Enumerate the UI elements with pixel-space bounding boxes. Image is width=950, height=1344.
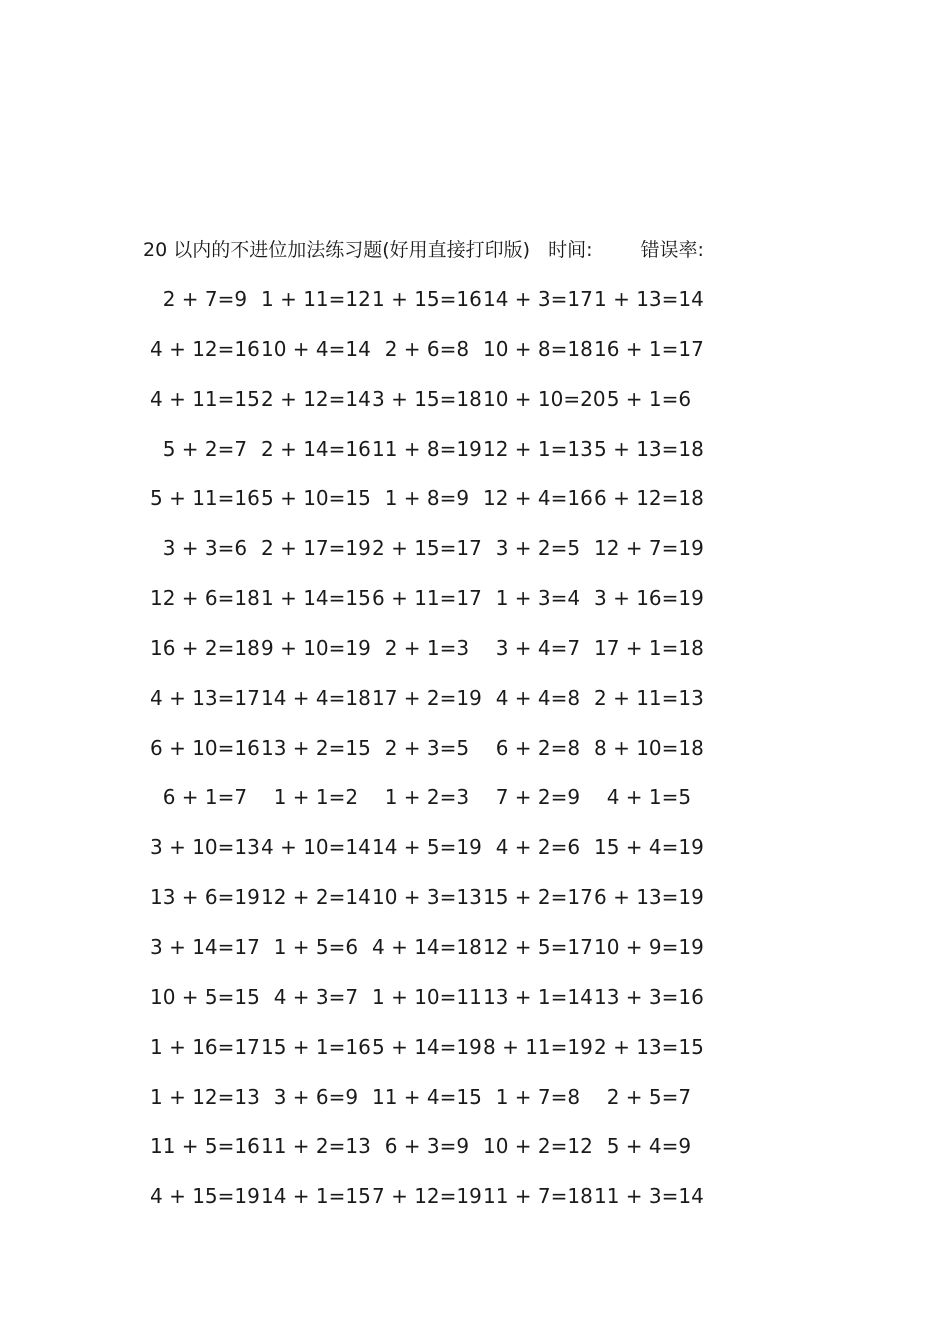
addition-problem: 11 + 7=18 (483, 1184, 593, 1209)
addition-problem: 17 + 2=19 (372, 685, 482, 710)
addition-problem: 12 + 7=19 (594, 536, 704, 561)
addition-problem: 4 + 11=15 (150, 386, 260, 411)
addition-problem: 5 + 1=6 (594, 386, 692, 411)
problem-row (150, 832, 710, 882)
addition-problem: 15 + 4=19 (594, 835, 704, 860)
problem-row (150, 782, 710, 832)
addition-problem: 10 + 2=12 (483, 1134, 593, 1159)
addition-problem: 10 + 4=14 (261, 336, 371, 361)
addition-problem: 13 + 3=16 (594, 984, 704, 1009)
addition-problem: 4 + 12=16 (150, 336, 260, 361)
problem-row (150, 384, 710, 434)
addition-problem: 5 + 2=7 (150, 436, 248, 461)
addition-problem: 2 + 13=15 (594, 1034, 704, 1059)
addition-problem: 2 + 15=17 (372, 536, 482, 561)
problem-row (150, 284, 710, 334)
addition-problem: 1 + 12=13 (150, 1084, 260, 1109)
problem-row (150, 583, 710, 633)
addition-problem: 13 + 1=14 (483, 984, 593, 1009)
addition-problem: 2 + 3=5 (372, 735, 470, 760)
addition-problem: 4 + 10=14 (261, 835, 371, 860)
addition-problem: 3 + 15=18 (372, 386, 482, 411)
addition-problem: 4 + 1=5 (594, 785, 692, 810)
addition-problem: 4 + 3=7 (261, 984, 359, 1009)
problem-row (150, 982, 710, 1032)
addition-problem: 5 + 14=19 (372, 1034, 482, 1059)
addition-problem: 8 + 11=19 (483, 1034, 593, 1059)
addition-problem: 14 + 3=17 (483, 287, 593, 311)
addition-problem: 2 + 7=9 (150, 287, 248, 311)
problem-row (150, 533, 710, 583)
addition-problem: 6 + 11=17 (372, 586, 482, 611)
addition-problem: 10 + 9=19 (594, 934, 704, 959)
addition-problem: 4 + 4=8 (483, 685, 581, 710)
addition-problem: 10 + 5=15 (150, 984, 260, 1009)
problem-row (150, 1082, 710, 1132)
addition-problem: 14 + 5=19 (372, 835, 482, 860)
addition-problem: 2 + 14=16 (261, 436, 371, 461)
worksheet-title: 20 以内的不进位加法练习题(好用直接打印版) (143, 239, 531, 261)
addition-problem: 1 + 15=16 (372, 287, 482, 311)
addition-problem: 1 + 14=15 (261, 586, 371, 611)
addition-problem: 4 + 2=6 (483, 835, 581, 860)
addition-problem: 5 + 10=15 (261, 486, 371, 511)
addition-problem: 6 + 12=18 (594, 486, 704, 511)
addition-problem: 3 + 2=5 (483, 536, 581, 561)
addition-problem: 1 + 3=4 (483, 586, 581, 611)
addition-problem: 6 + 10=16 (150, 735, 260, 760)
addition-problem: 9 + 10=19 (261, 635, 371, 660)
error-rate-label: 错误率: (640, 239, 704, 261)
addition-problem: 2 + 1=3 (372, 635, 470, 660)
addition-problem: 1 + 1=2 (261, 785, 359, 810)
addition-problem: 10 + 10=20 (483, 386, 606, 411)
addition-problem: 10 + 3=13 (372, 885, 482, 910)
addition-problem: 3 + 4=7 (483, 635, 581, 660)
addition-problem: 12 + 5=17 (483, 934, 593, 959)
addition-problem: 14 + 4=18 (261, 685, 371, 710)
problem-row (150, 1181, 710, 1231)
addition-problem: 2 + 6=8 (372, 336, 470, 361)
worksheet-header (143, 236, 704, 264)
addition-problem: 12 + 4=16 (483, 486, 593, 511)
addition-problem: 2 + 12=14 (261, 386, 371, 411)
addition-problem: 3 + 16=19 (594, 586, 704, 611)
addition-problem: 1 + 8=9 (372, 486, 470, 511)
addition-problem: 12 + 1=13 (483, 436, 593, 461)
problem-row (150, 334, 710, 384)
addition-problem: 3 + 6=9 (261, 1084, 359, 1109)
problem-row (150, 1032, 710, 1082)
problem-row (150, 932, 710, 982)
problem-row (150, 733, 710, 783)
addition-problem: 11 + 2=13 (261, 1134, 371, 1159)
addition-problem: 7 + 12=19 (372, 1184, 482, 1209)
addition-problem: 11 + 5=16 (150, 1134, 260, 1159)
addition-problem: 12 + 2=14 (261, 885, 371, 910)
addition-problem: 1 + 7=8 (483, 1084, 581, 1109)
addition-problem: 6 + 13=19 (594, 885, 704, 910)
addition-problem: 5 + 11=16 (150, 486, 260, 511)
addition-problem: 13 + 6=19 (150, 885, 260, 910)
addition-problem: 12 + 6=18 (150, 586, 260, 611)
addition-problem: 11 + 4=15 (372, 1084, 482, 1109)
addition-problem: 1 + 16=17 (150, 1034, 260, 1059)
addition-problem: 6 + 3=9 (372, 1134, 470, 1159)
problem-row (150, 434, 710, 484)
addition-problem: 1 + 13=14 (594, 287, 704, 311)
addition-problem: 4 + 15=19 (150, 1184, 260, 1209)
problem-row (150, 633, 710, 683)
addition-problem: 3 + 14=17 (150, 934, 260, 959)
addition-problem: 11 + 8=19 (372, 436, 482, 461)
addition-problem: 8 + 10=18 (594, 735, 704, 760)
addition-problem: 5 + 4=9 (594, 1134, 692, 1159)
addition-problem: 6 + 1=7 (150, 785, 248, 810)
problem-row (150, 882, 710, 932)
addition-problem: 4 + 13=17 (150, 685, 260, 710)
addition-problem: 10 + 8=18 (483, 336, 593, 361)
problem-row (150, 483, 710, 533)
addition-problem: 13 + 2=15 (261, 735, 371, 760)
addition-problem: 1 + 11=12 (261, 287, 371, 311)
addition-problem: 11 + 3=14 (594, 1184, 704, 1209)
addition-problem: 5 + 13=18 (594, 436, 704, 461)
addition-problem: 15 + 1=16 (261, 1034, 371, 1059)
addition-problem: 16 + 2=18 (150, 635, 260, 660)
addition-problem: 7 + 2=9 (483, 785, 581, 810)
problem-row (150, 683, 710, 733)
addition-problem: 6 + 2=8 (483, 735, 581, 760)
addition-problem: 14 + 1=15 (261, 1184, 371, 1209)
problem-grid (150, 284, 710, 1231)
time-label: 时间: (548, 239, 593, 261)
problem-row (150, 1131, 710, 1181)
addition-problem: 2 + 11=13 (594, 685, 704, 710)
addition-problem: 15 + 2=17 (483, 885, 593, 910)
addition-problem: 16 + 1=17 (594, 336, 704, 361)
addition-problem: 2 + 5=7 (594, 1084, 692, 1109)
addition-problem: 4 + 14=18 (372, 934, 482, 959)
addition-problem: 1 + 10=11 (372, 984, 482, 1009)
addition-problem: 1 + 5=6 (261, 934, 359, 959)
addition-problem: 2 + 17=19 (261, 536, 371, 561)
addition-problem: 3 + 3=6 (150, 536, 248, 561)
addition-problem: 17 + 1=18 (594, 635, 704, 660)
addition-problem: 1 + 2=3 (372, 785, 470, 810)
addition-problem: 3 + 10=13 (150, 835, 260, 860)
